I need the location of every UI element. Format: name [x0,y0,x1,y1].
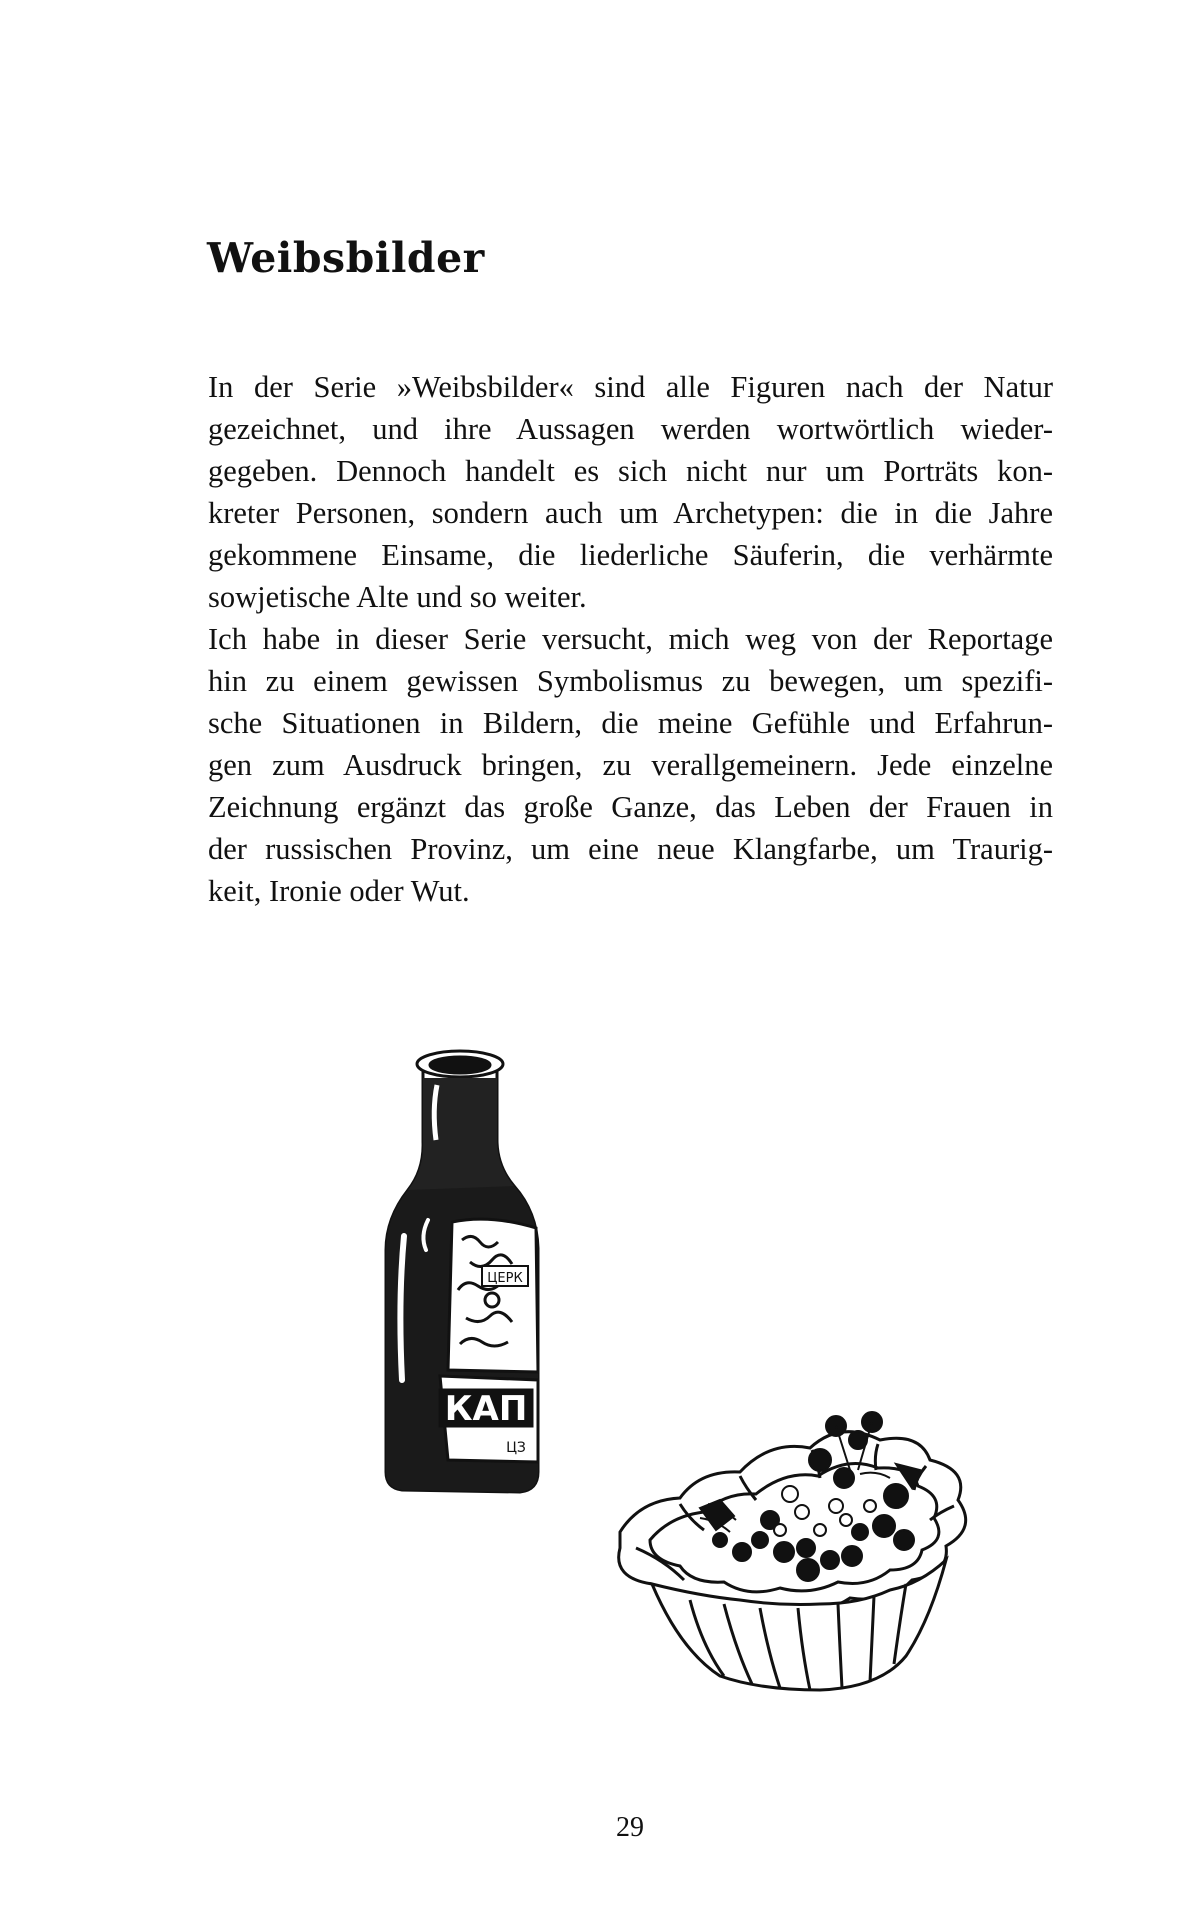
bottle-label-tiny-text: ЦЗ [506,1440,526,1456]
text-line: sche Situationen in Bildern, die meine Gefühle und Erfahrun- [208,706,1053,740]
text-line: kreter Personen, sondern auch um Archetypen: die in die Jahre [208,496,1053,530]
text-line: gegeben. Dennoch handelt es sich nicht nur um Porträts kon- [208,454,1053,488]
text-line: gen zum Ausdruck bringen, zu verallgemeinern. Jede einzelne [208,748,1053,782]
text-line: Ich habe in dieser Serie versucht, mich weg von der Reportage [208,622,1053,656]
chapter-title: Weibsbilder [207,234,485,282]
page-number: 29 [616,1812,644,1843]
text-line: keit, Ironie oder Wut. [208,874,470,908]
text-line: hin zu einem gewissen Symbolismus zu bewegen, um spezifi- [208,664,1053,698]
text-line: In der Serie »Weibsbilder« sind alle Figuren nach der Natur [208,370,1053,404]
text-line: Zeichnung ergänzt das große Ganze, das Leben der Frauen in [208,790,1053,824]
bottle-label-small-text: ЦЕРК [487,1271,523,1286]
bottle-label-big-text: КАП [444,1389,528,1429]
text-line: gezeichnet, und ihre Aussagen werden wortwörtlich wieder- [208,412,1053,446]
text-line: der russischen Provinz, um eine neue Klangfarbe, um Traurig- [208,832,1053,866]
text-line: sowjetische Alte und so weiter. [208,580,587,614]
text-line: gekommene Einsame, die liederliche Säuferin, die verhärmte [208,538,1053,572]
